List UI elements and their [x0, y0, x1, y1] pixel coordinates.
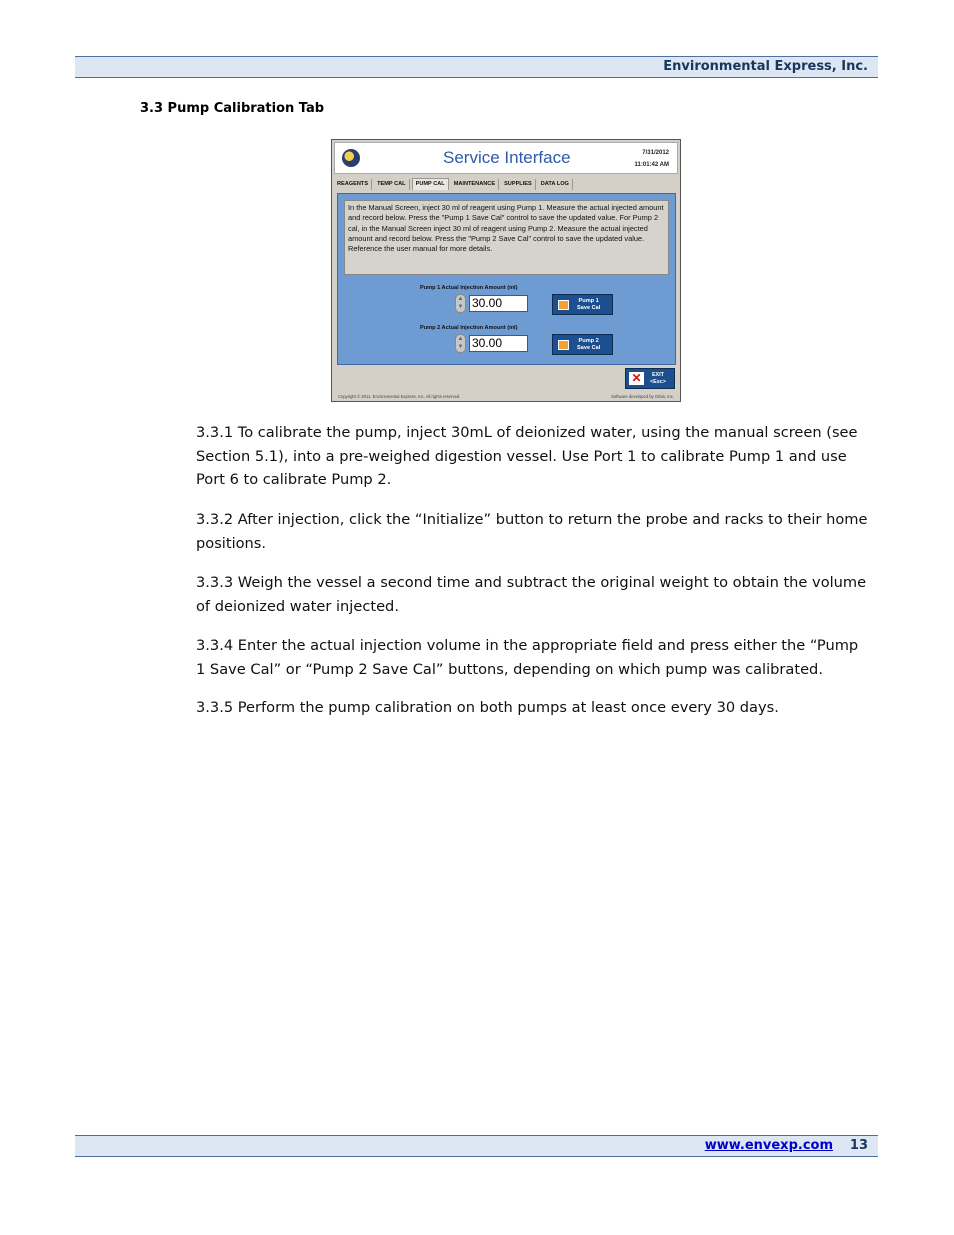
- tab-maintenance[interactable]: MAINTENANCE: [451, 179, 499, 190]
- pump2-amount-input[interactable]: 30.00: [469, 335, 528, 352]
- pump1-label: Pump 1 Actual Injection Amount (ml): [420, 285, 518, 291]
- service-interface-screenshot: [331, 139, 681, 402]
- tab-pump-cal[interactable]: PUMP CAL: [412, 178, 449, 190]
- logo-icon: [342, 149, 360, 167]
- exit-label: EXIT <Esc>: [650, 372, 666, 385]
- website-link[interactable]: www.envexp.com: [704, 1138, 833, 1153]
- tab-temp-cal[interactable]: TEMP CAL: [374, 179, 410, 190]
- si-credits: Software developed by Orbis, Inc.: [611, 394, 674, 399]
- si-copyright: Copyright © 2011, Environmental Express, Inc. All rights reserved.: [338, 394, 461, 399]
- paragraph-3-3-5: 3.3.5 Perform the pump calibration on both pumps at least once every 30 days.: [196, 699, 779, 716]
- paragraph-3-3-2: 3.3.2 After injection, click the “Initialize” button to return the probe and racks to their home positions.: [196, 511, 868, 552]
- pump1-amount-input[interactable]: 30.00: [469, 295, 528, 312]
- paragraph-3-3-1: 3.3.1 To calibrate the pump, inject 30mL of deionized water, using the manual screen (see Section 5.1), into a pre-weighed digestion vessel. Use Port 1 to calibrate Pump 1 and use Port 6 to calibrate Pump 2.: [196, 424, 858, 488]
- page-number: 13: [849, 1138, 868, 1153]
- pump1-stepper[interactable]: ▲ ▼: [455, 294, 466, 313]
- instructions-text: In the Manual Screen, inject 30 ml of reagent using Pump 1. Measure the actual injected amount and record below. Press the "Pump 1 Save Cal" control to save the updated value. For Pump 2 cal, in the Manual Screen inject 30 ml of reagent using Pump 2. Measure the actual injected amount and record below. Press the "Pump 2 Save Cal" control to save the updated value. Reference the user manual for more details.: [344, 200, 669, 275]
- pump2-stepper[interactable]: ▲ ▼: [455, 334, 466, 353]
- paragraph-3-3-4: 3.3.4 Enter the actual injection volume in the appropriate field and press either the “Pump 1 Save Cal” or “Pump 2 Save Cal” buttons, depending on which pump was calibrated.: [196, 637, 859, 678]
- company-name: Environmental Express, Inc.: [663, 59, 868, 74]
- page-footer: [75, 1135, 878, 1157]
- si-titlebar: [334, 142, 678, 174]
- pump1-save-cal-label: Pump 1 Save Cal: [577, 298, 601, 311]
- si-tab-bar: [334, 177, 678, 190]
- pump2-label: Pump 2 Actual Injection Amount (ml): [420, 325, 518, 331]
- tab-supplies[interactable]: SUPPLIES: [501, 179, 536, 190]
- save-icon: [558, 340, 569, 350]
- si-date: 7/31/2012: [642, 150, 669, 156]
- si-time: 11:01:42 AM: [634, 162, 669, 168]
- pump2-save-cal-label: Pump 2 Save Cal: [577, 338, 601, 351]
- pump1-save-cal-button[interactable]: [552, 294, 613, 315]
- exit-button[interactable]: [625, 368, 675, 389]
- save-icon: [558, 300, 569, 310]
- tab-data-log[interactable]: DATA LOG: [538, 179, 573, 190]
- page-header: [75, 56, 878, 78]
- close-icon: ✕: [629, 372, 644, 385]
- section-heading: 3.3 Pump Calibration Tab: [140, 101, 325, 116]
- tab-reagents[interactable]: REAGENTS: [334, 179, 372, 190]
- pump-cal-panel: [337, 193, 676, 365]
- si-title: Service Interface: [443, 148, 571, 167]
- paragraph-3-3-3: 3.3.3 Weigh the vessel a second time and subtract the original weight to obtain the volume of deionized water injected.: [196, 574, 867, 615]
- pump2-save-cal-button[interactable]: [552, 334, 613, 355]
